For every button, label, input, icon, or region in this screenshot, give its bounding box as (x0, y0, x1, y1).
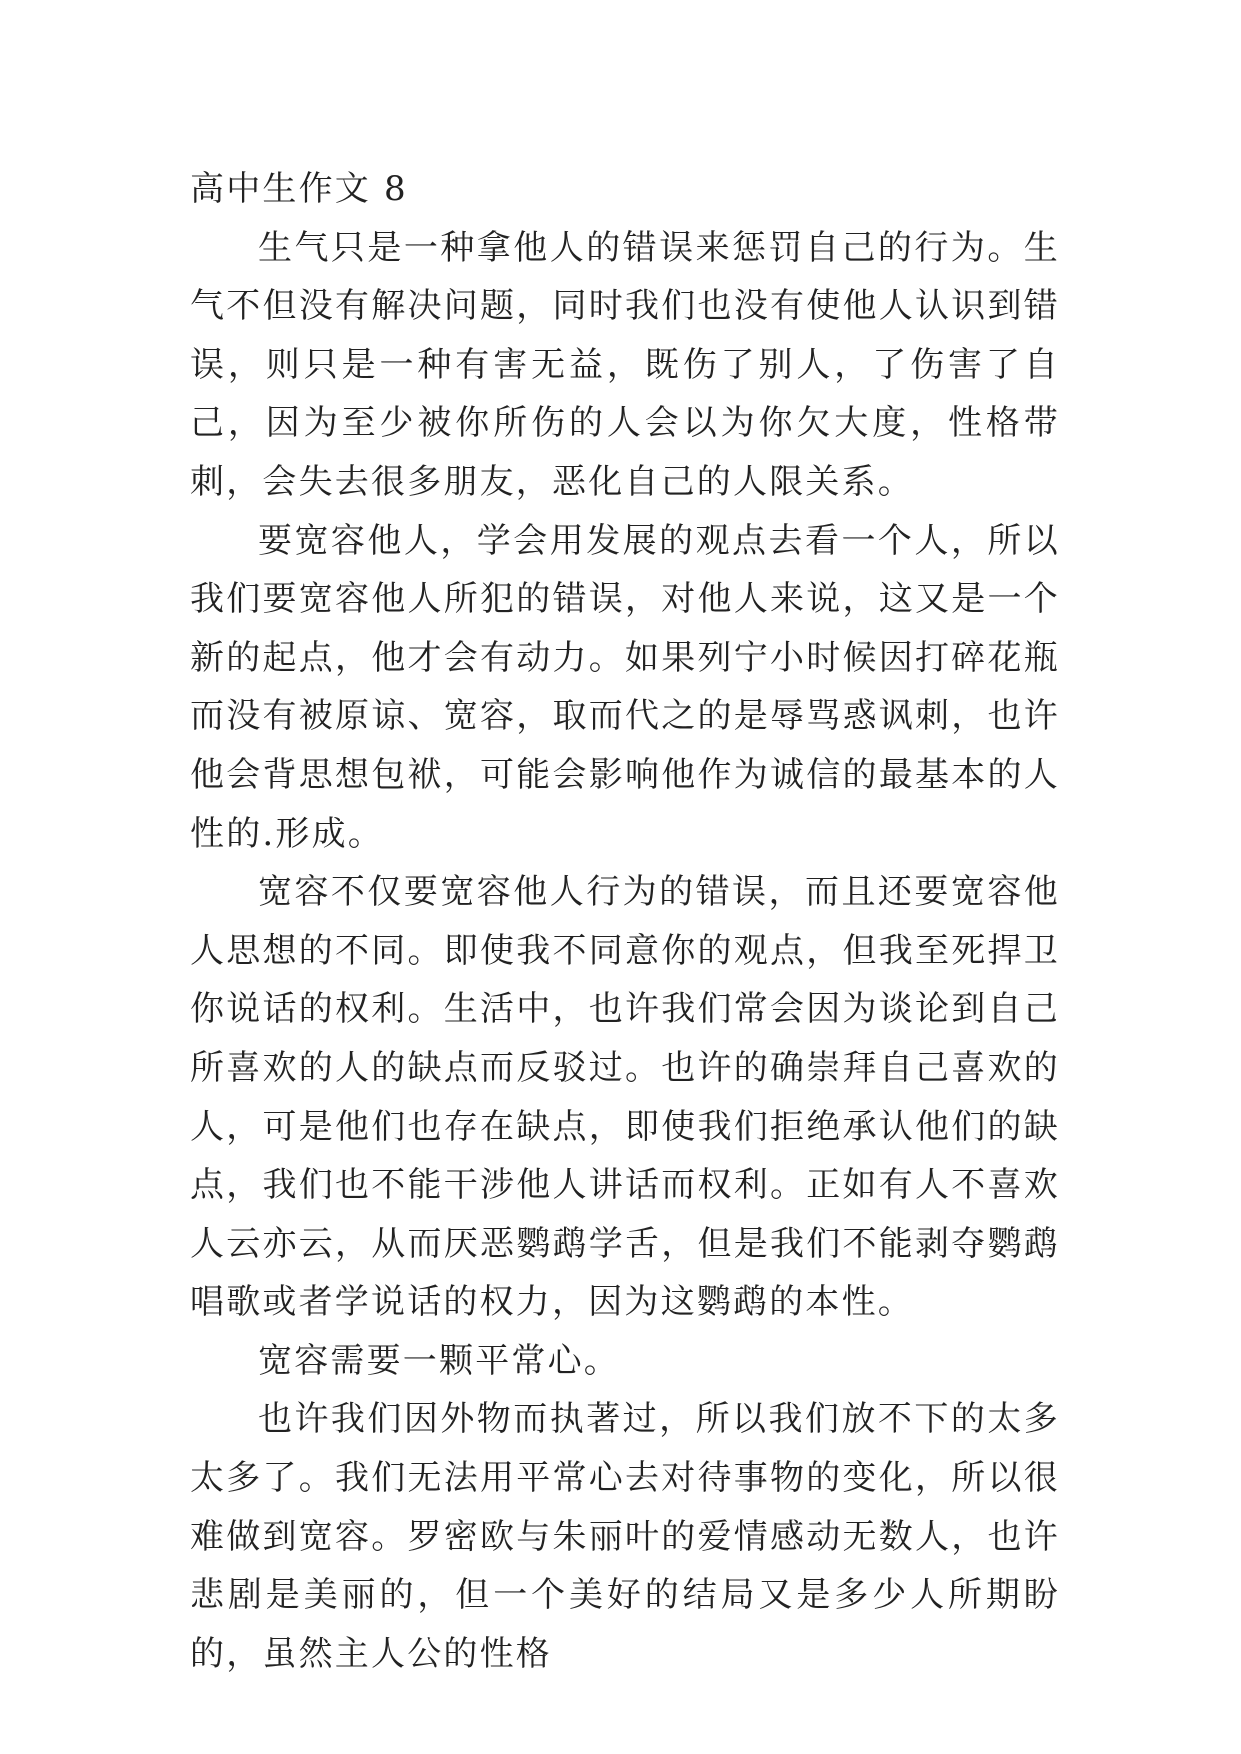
document-body (190, 160, 1060, 1683)
paragraph-2: 要宽容他人，学会用发展的观点去看一个人，所以我们要宽容他人所犯的错误，对他人来说，这又是一个新的起点，他才会有动力。如果列宁小时候因打碎花瓶而没有被原谅、宽容，取而代之的是辱骂惑讽刺，也许他会背思想包袱，可能会影响他作为诚信的最基本的人性的.形成。 (190, 520, 1060, 854)
document-title: 高中生作文 8 (190, 169, 408, 209)
paragraph-5: 也许我们因外物而执著过，所以我们放不下的太多太多了。我们无法用平常心去对待事物的变化，所以很难做到宽容。罗密欧与朱丽叶的爱情感动无数人，也许悲剧是美丽的，但一个美好的结局又是多少人所期盼的，虽然主人公的性格 (190, 1399, 1060, 1674)
paragraph-4: 宽容需要一颗平常心。 (258, 1340, 620, 1381)
paragraph-1: 生气只是一种拿他人的错误来惩罚自己的行为。生气不但没有解决问题，同时我们也没有使他人认识到错误，则只是一种有害无益，既伤了别人，了伤害了自己，因为至少被你所伤的人会以为你欠大度，性格带刺，会失去很多朋友，恶化自己的人限关系。 (190, 227, 1060, 502)
paragraph-3: 宽容不仅要宽容他人行为的错误，而且还要宽容他人思想的不同。即使我不同意你的观点，但我至死捍卫你说话的权利。生活中，也许我们常会因为谈论到自己所喜欢的人的缺点而反驳过。也许的确崇拜自己喜欢的人，可是他们也存在缺点，即使我们拒绝承认他们的缺点，我们也不能干涉他人讲话而权利。正如有人不喜欢人云亦云，从而厌恶鹦鹉学舌，但是我们不能剥夺鹦鹉唱歌或者学说话的权力，因为这鹦鹉的本性。 (190, 872, 1060, 1323)
